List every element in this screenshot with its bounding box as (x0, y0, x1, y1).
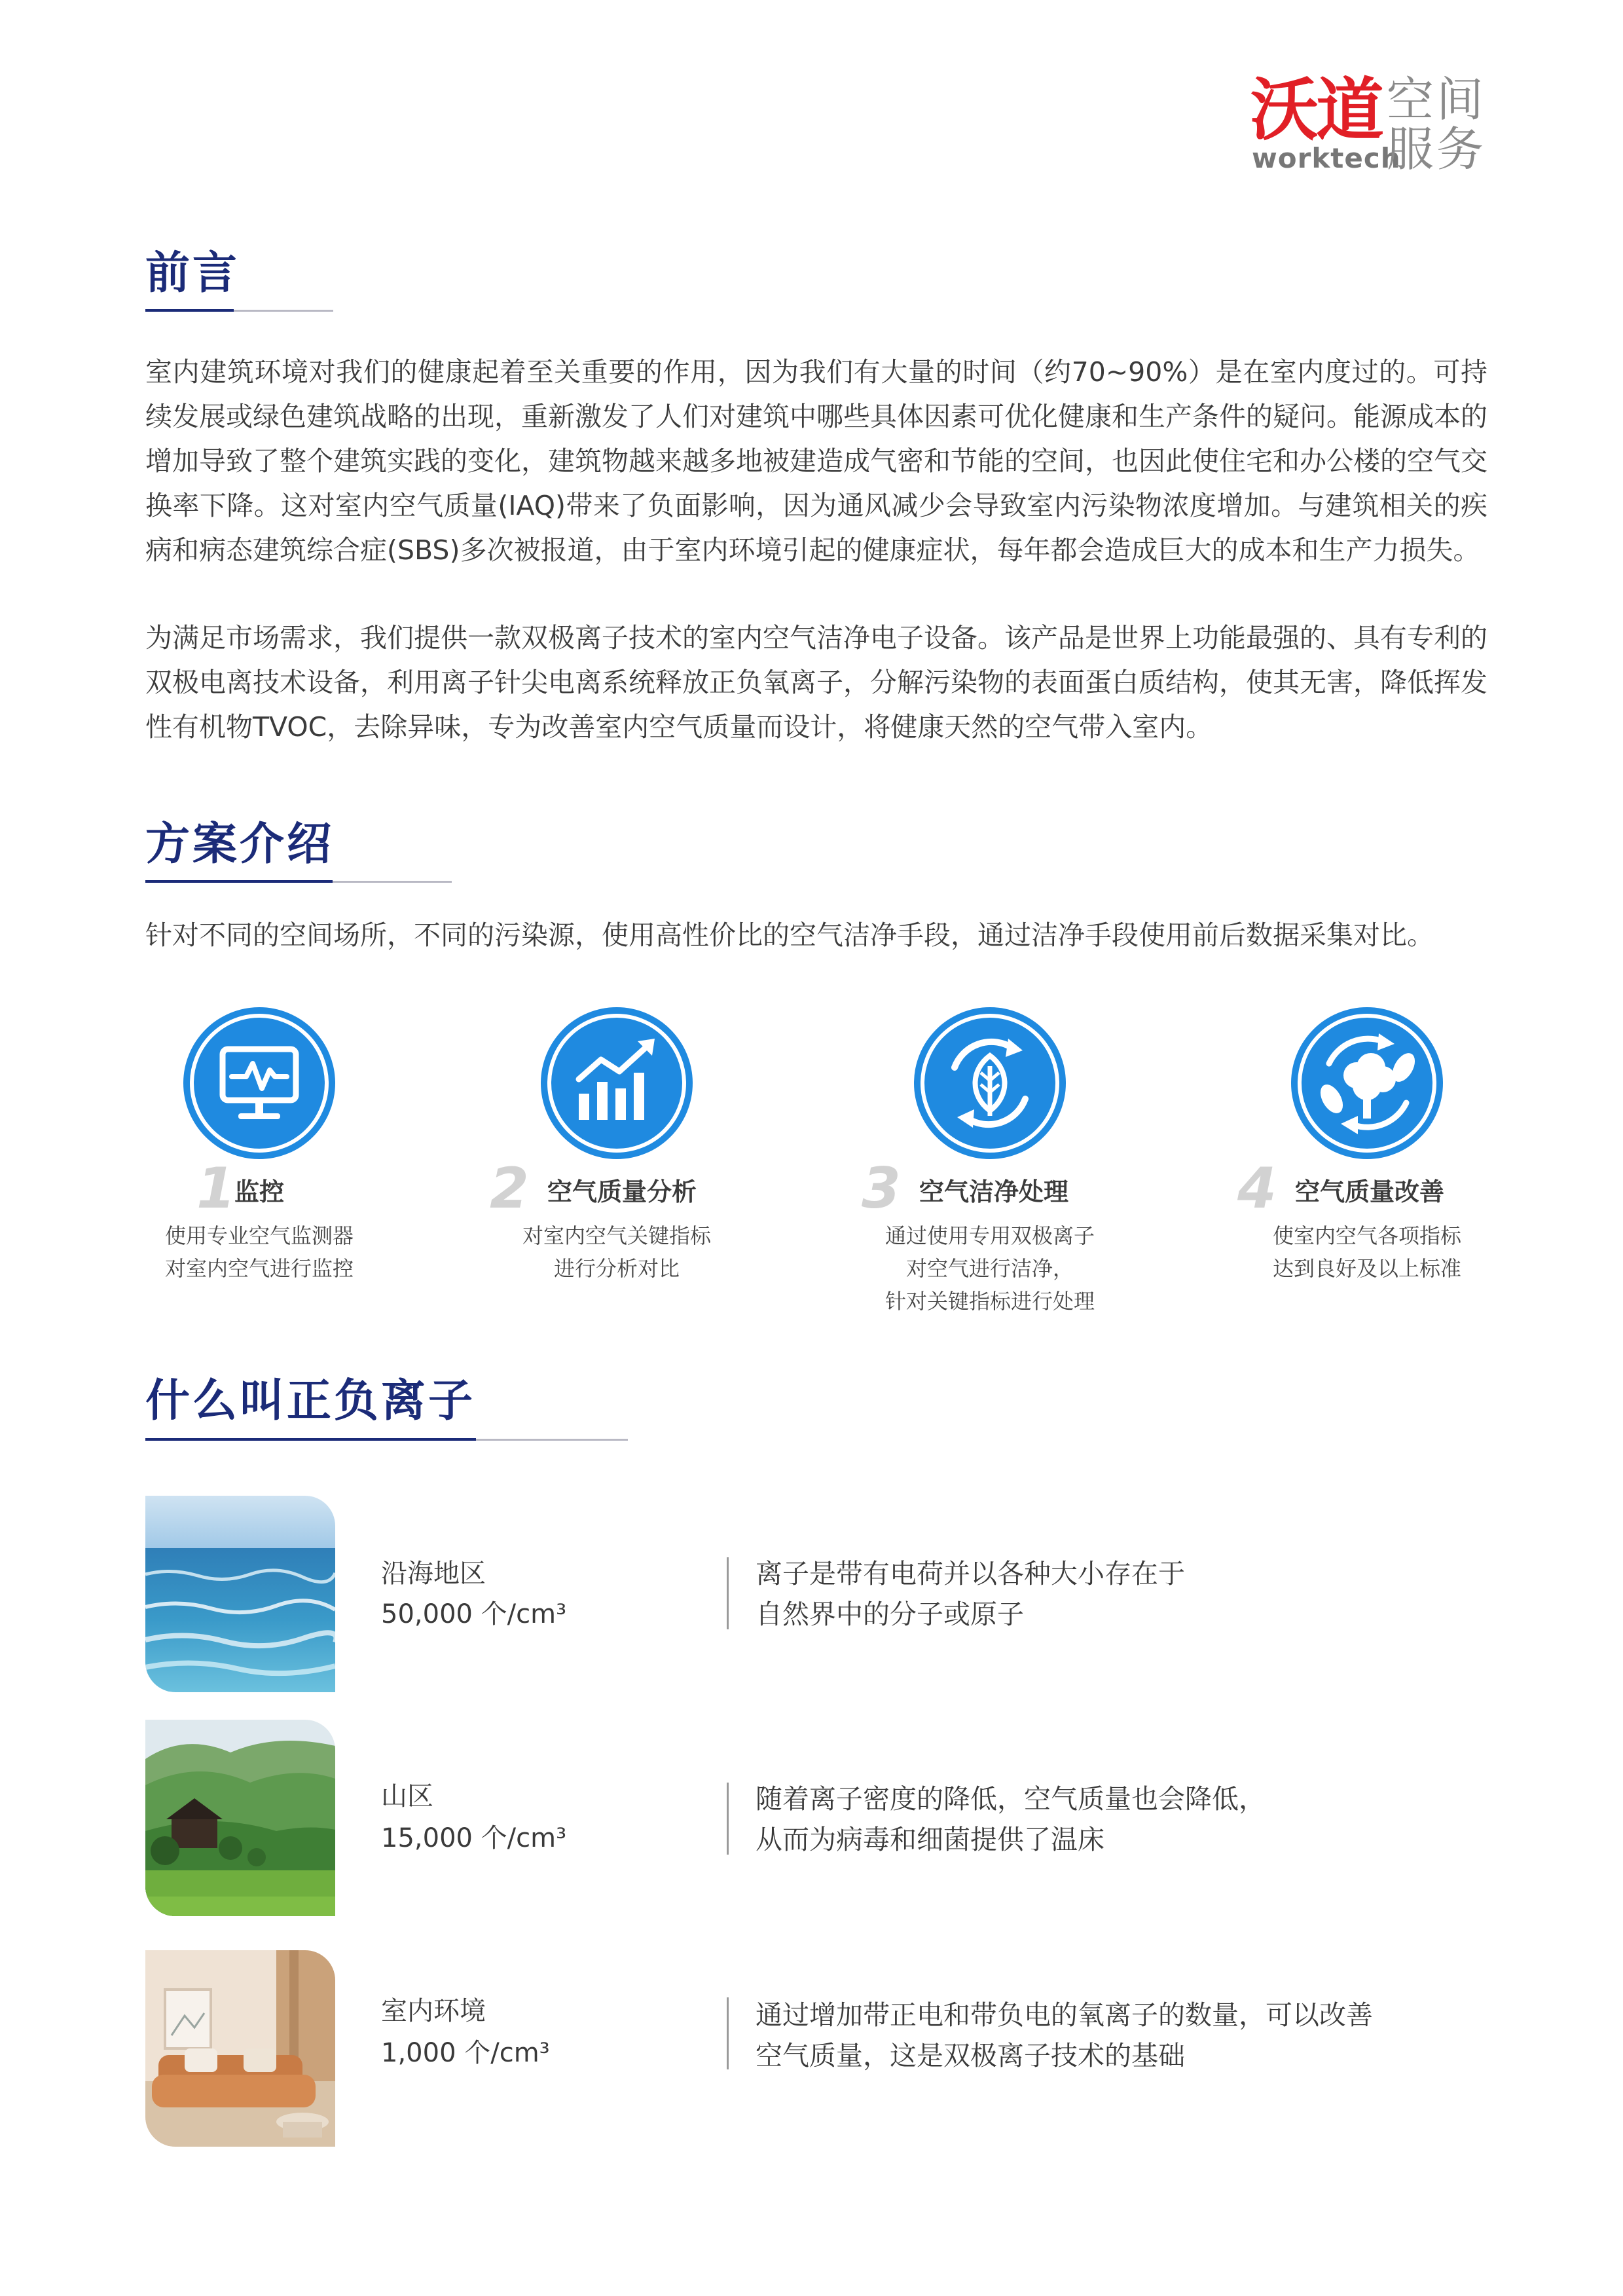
feature-4-title: 空气质量改善 (1295, 1177, 1445, 1206)
ion-place-name: 室内环境 (381, 1996, 486, 2026)
feature-1-desc-line: 对室内空气进行监控 (164, 1256, 354, 1281)
feature-1-description (131, 1219, 388, 1285)
preface-paragraph-1: 室内建筑环境对我们的健康起着至关重要的作用，因为我们有大量的时间（约70~90%）是在室内度过的。可持续发展或绿色建筑战略的出现，重新激发了人们对建筑中哪些具体因素可优化健康和生产条件的疑问。能源成本的增加导致了整个建筑实践的变化，建筑物越来越多地被建造成气密和节能的空间，也因此使住宅和办公楼的空气交换率下降。这对室内空气质量(IAQ)带来了负面影响，因为通风减少会导致室内污染物浓度增加。与建筑相关的疾病和病态建筑综合症(SBS)多次被报道，由于室内环境引起的健康症状，每年都会造成巨大的成本和生产力损失。 (145, 356, 1487, 566)
section-title-solution: 方案介绍 (145, 819, 335, 870)
logo-brand-en: worktech (1252, 142, 1401, 174)
feature-2-circle (541, 1007, 693, 1159)
feature-4-desc-line: 使室内空气各项指标 (1272, 1223, 1461, 1248)
solution-intro: 针对不同的空间场所，不同的污染源，使用高性价比的空气洁净手段，通过洁净手段使用前后数据采集对比。 (145, 919, 1434, 951)
section-title-preface: 前言 (145, 248, 240, 299)
divider (727, 1557, 729, 1629)
bar-chart-icon (541, 1007, 693, 1159)
feature-3-number: 3 (862, 1156, 901, 1221)
title-underline-accent (145, 309, 234, 312)
tree-cycle-icon (1291, 1007, 1443, 1159)
divider (727, 1783, 729, 1855)
feature-4-description (1239, 1219, 1495, 1285)
leaf-cycle-icon (914, 1007, 1066, 1159)
ion-fact (756, 1779, 1476, 1860)
feature-2-desc-line: 进行分析对比 (553, 1256, 680, 1281)
ion-fact-line: 自然界中的分子或原子 (756, 1599, 1024, 1630)
feature-4-desc-line: 达到良好及以上标准 (1272, 1256, 1461, 1281)
feature-3-desc-line: 对空气进行洁净， (905, 1256, 1074, 1281)
feature-3-circle (914, 1007, 1066, 1159)
sea-photo (145, 1496, 335, 1692)
ion-fact-line: 离子是带有电荷并以各种大小存在于 (756, 1558, 1185, 1589)
feature-1-title: 监控 (234, 1177, 285, 1206)
monitor-icon (183, 1007, 335, 1159)
feature-3-desc-line: 针对关键指标进行处理 (884, 1289, 1095, 1314)
feature-3-title: 空气洁净处理 (919, 1177, 1069, 1206)
ion-place-name: 沿海地区 (381, 1559, 486, 1589)
logo-suffix-line1: 空间 (1387, 72, 1487, 127)
logo-suffix-line2: 服务 (1387, 122, 1487, 177)
title-underline (234, 310, 333, 312)
feature-4-number: 4 (1237, 1156, 1277, 1221)
logo-brand-cn: 沃道 (1250, 70, 1382, 150)
feature-1-desc-line: 使用专业空气监测器 (164, 1223, 354, 1248)
ion-fact (756, 1553, 1476, 1635)
ion-place-name: 山区 (381, 1781, 433, 1811)
ion-fact-line: 从而为病毒和细菌提供了温床 (756, 1824, 1104, 1855)
title-underline (476, 1439, 628, 1441)
title-underline (333, 881, 452, 883)
feature-1-number: 1 (196, 1156, 236, 1221)
feature-2-desc-line: 对室内空气关键指标 (522, 1223, 711, 1248)
feature-4-circle (1291, 1007, 1443, 1159)
feature-1-circle (183, 1007, 335, 1159)
ion-density-value: 15,000 个/cm³ (381, 1823, 567, 1853)
feature-2-title: 空气质量分析 (547, 1177, 697, 1206)
title-underline-accent (145, 880, 333, 883)
ion-fact-line: 空气质量，这是双极离子技术的基础 (756, 2040, 1185, 2071)
living-room-photo (145, 1950, 335, 2147)
ion-density-value: 1,000 个/cm³ (381, 2038, 550, 2068)
feature-3-desc-line: 通过使用专用双极离子 (884, 1223, 1095, 1248)
preface-paragraph-2: 为满足市场需求，我们提供一款双极离子技术的室内空气洁净电子设备。该产品是世界上功能最强的、具有专利的双极电离技术设备，利用离子针尖电离系统释放正负氧离子，分解污染物的表面蛋白质结构，使其无害，降低挥发性有机物TVOC，去除异味，专为改善室内空气质量而设计，将健康天然的空气带入室内。 (145, 622, 1487, 743)
feature-2-number: 2 (490, 1156, 529, 1221)
ion-fact-line: 随着离子密度的降低，空气质量也会降低， (756, 1783, 1266, 1815)
title-underline-accent (145, 1438, 476, 1441)
company-logo (1250, 71, 1493, 176)
ion-density-value: 50,000 个/cm³ (381, 1599, 567, 1629)
feature-3-description (862, 1219, 1118, 1318)
section-title-ions: 什么叫正负离子 (145, 1375, 476, 1427)
divider (727, 1997, 729, 2069)
ion-fact (756, 1995, 1476, 2076)
mountain-photo (145, 1720, 335, 1916)
feature-2-description (488, 1219, 745, 1285)
ion-fact-line: 通过增加带正电和带负电的氧离子的数量，可以改善 (756, 1999, 1373, 2031)
